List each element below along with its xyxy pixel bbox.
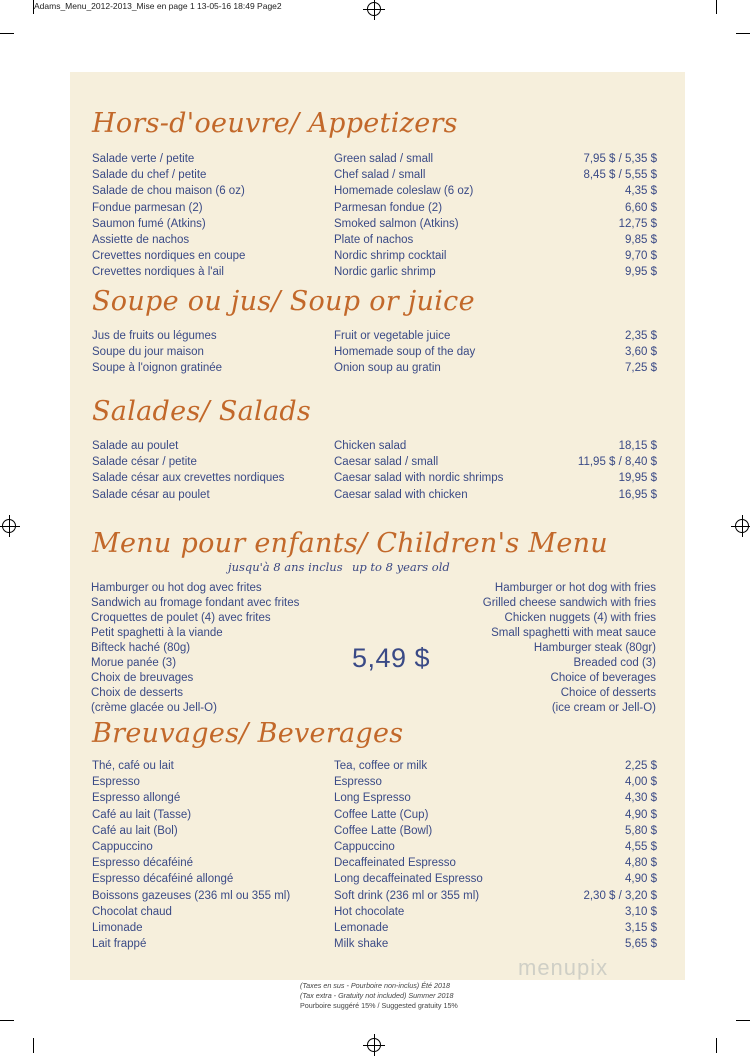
- menu-item-row: [92, 216, 657, 232]
- item-name-fr: Jus de fruits ou légumes: [92, 330, 217, 342]
- item-price: 9,85 $: [625, 234, 657, 246]
- kids-item-fr: Sandwich au fromage fondant avec frites: [91, 597, 300, 609]
- item-price: 19,95 $: [618, 472, 657, 485]
- registration-mark-icon: [2, 519, 16, 533]
- item-price: 9,95 $: [625, 266, 657, 279]
- kids-item-en: Hamburger steak (80gr): [533, 642, 656, 654]
- item-name-en: Long Espresso: [334, 792, 411, 805]
- item-price: 5,80 $: [625, 824, 657, 837]
- kids-item-en: (ice cream or Jell-O): [551, 702, 656, 714]
- item-name-fr: Espresso décaféiné: [92, 857, 194, 870]
- crop-mark: [736, 33, 750, 34]
- item-price: 11,95 $ / 8,40 $: [577, 456, 657, 469]
- item-name-en: Cappuccino: [334, 841, 395, 853]
- kids-item-en: Breaded cod (3): [573, 657, 656, 669]
- menu-item-row: [92, 344, 657, 360]
- item-name-en: Tea, coffee or milk: [334, 760, 428, 772]
- item-name-fr: Espresso: [92, 776, 140, 789]
- item-name-fr: Crevettes nordiques en coupe: [92, 250, 246, 263]
- kids-item-fr: Croquettes de poulet (4) avec frites: [91, 612, 271, 624]
- footer-taxes-fr: (Taxes en sus - Pourboire non-inclus) Été 2018: [300, 981, 450, 990]
- menu-item-row: [92, 487, 657, 503]
- kids-item-en: Grilled cheese sandwich with fries: [482, 597, 656, 609]
- item-price: 4,90 $: [625, 873, 657, 886]
- kids-item-fr: Bifteck haché (80g): [91, 642, 191, 654]
- item-price: 16,95 $: [618, 488, 657, 501]
- menu-item-row: [92, 360, 657, 376]
- item-price: 4,00 $: [625, 776, 657, 789]
- item-name-en: Chef salad / small: [334, 169, 426, 182]
- item-name-en: Smoked salmon (Atkins): [334, 217, 459, 230]
- item-price: 2,25 $: [625, 760, 657, 772]
- item-name-en: Caesar salad / small: [334, 456, 439, 469]
- kids-item-fr: Petit spaghetti à la viande: [91, 627, 223, 639]
- crop-mark: [0, 1020, 14, 1021]
- item-price: 7,25 $: [625, 362, 657, 375]
- item-name-fr: Soupe à l'oignon gratinée: [92, 362, 223, 375]
- footer-gratuity: Pourboire suggéré 15% / Suggested gratuity 15%: [300, 1001, 458, 1010]
- item-price: 3,10 $: [625, 905, 657, 918]
- item-name-fr: Salade du chef / petite: [92, 169, 207, 182]
- beverages-heading: Breuvages/ Beverages: [92, 718, 404, 749]
- item-name-fr: Cappuccino: [92, 841, 153, 853]
- kids-item-fr: Morue panée (3): [91, 657, 177, 669]
- item-name-en: Homemade soup of the day: [334, 346, 476, 359]
- menu-item-row: [92, 807, 657, 823]
- item-name-en: Homemade coleslaw (6 oz): [334, 185, 474, 198]
- item-price: 4,30 $: [625, 792, 657, 805]
- kids-item-fr: Choix de breuvages: [91, 672, 194, 684]
- item-price: 8,45 $ / 5,55 $: [583, 169, 657, 182]
- item-name-en: Hot chocolate: [334, 905, 405, 918]
- item-name-fr: Espresso décaféiné allongé: [92, 873, 234, 886]
- item-name-en: Coffee Latte (Bowl): [334, 824, 433, 837]
- item-name-en: Parmesan fondue (2): [334, 201, 443, 214]
- item-name-fr: Limonade: [92, 922, 143, 934]
- item-name-fr: Fondue parmesan (2): [92, 201, 203, 214]
- item-name-fr: Lait frappé: [92, 938, 147, 951]
- item-price: 4,35 $: [625, 185, 657, 198]
- kids-item-fr: (crème glacée ou Jell-O): [91, 702, 217, 714]
- kids-item-fr: Choix de desserts: [91, 687, 184, 699]
- menu-item-row: [92, 438, 657, 454]
- crop-mark: [33, 0, 34, 14]
- item-price: 3,60 $: [625, 346, 657, 359]
- item-price: 2,30 $ / 3,20 $: [583, 889, 657, 902]
- menu-item-row: [92, 920, 657, 936]
- print-slug-line: Adams_Menu_2012-2013_Mise en page 1 13-05-16 18:49 Page2: [34, 1, 282, 11]
- menu-item-row: [92, 758, 657, 774]
- kids-item-en: Hamburger or hot dog with fries: [494, 582, 656, 594]
- kids-age-en: up to 8 years old: [352, 560, 450, 574]
- item-name-fr: Saumon fumé (Atkins): [92, 217, 206, 230]
- kids-age-fr: jusqu'à 8 ans inclus: [228, 560, 343, 574]
- item-name-fr: Espresso allongé: [92, 792, 181, 805]
- item-name-en: Long decaffeinated Espresso: [334, 873, 483, 886]
- kids-item-fr: Hamburger ou hot dog avec frites: [91, 582, 262, 594]
- item-name-fr: Chocolat chaud: [92, 905, 172, 918]
- menu-item-row: [92, 774, 657, 790]
- registration-mark-icon: [367, 2, 381, 16]
- menupix-watermark: menupix: [518, 955, 609, 980]
- menu-item-row: [92, 151, 657, 167]
- item-price: 3,15 $: [625, 922, 657, 934]
- salads-heading: Salades/ Salads: [92, 396, 312, 427]
- item-name-en: Nordic shrimp cocktail: [334, 250, 447, 263]
- item-name-en: Fruit or vegetable juice: [334, 330, 451, 342]
- item-name-en: Milk shake: [334, 938, 389, 951]
- item-name-en: Espresso: [334, 776, 382, 789]
- item-name-fr: Salade césar / petite: [92, 456, 197, 469]
- menu-item-row: [92, 232, 657, 248]
- item-price: 5,65 $: [625, 938, 657, 951]
- kids-item-en: Choice of desserts: [560, 687, 656, 699]
- menu-item-row: [92, 248, 657, 264]
- item-name-en: Caesar salad with nordic shrimps: [334, 472, 504, 485]
- item-name-fr: Salade verte / petite: [92, 153, 195, 165]
- kids-menu-heading: Menu pour enfants/ Children's Menu: [92, 528, 608, 559]
- item-name-en: Onion soup au gratin: [334, 362, 441, 375]
- registration-mark-icon: [735, 519, 749, 533]
- item-name-en: Plate of nachos: [334, 234, 414, 246]
- menu-item-row: [92, 904, 657, 920]
- menu-item-row: [92, 823, 657, 839]
- crop-mark: [736, 1020, 750, 1021]
- menu-item-row: [92, 888, 657, 904]
- item-name-fr: Salade au poulet: [92, 440, 179, 452]
- menu-item-row: [92, 839, 657, 855]
- kids-menu-price: 5,49 $: [352, 643, 431, 673]
- item-price: 7,95 $ / 5,35 $: [583, 153, 657, 165]
- item-name-en: Decaffeinated Espresso: [334, 857, 456, 870]
- item-name-fr: Café au lait (Bol): [92, 824, 178, 837]
- item-name-fr: Thé, café ou lait: [92, 760, 174, 772]
- item-name-fr: Boissons gazeuses (236 ml ou 355 ml): [92, 889, 291, 902]
- menu-item-row: [92, 454, 657, 470]
- item-name-en: Caesar salad with chicken: [334, 488, 468, 501]
- kids-item-en: Small spaghetti with meat sauce: [491, 627, 656, 639]
- menu-item-row: [92, 200, 657, 216]
- item-name-en: Nordic garlic shrimp: [334, 266, 436, 279]
- crop-mark: [0, 33, 14, 34]
- registration-mark-icon: [367, 1038, 381, 1052]
- item-name-en: Chicken salad: [334, 440, 407, 452]
- item-name-en: Lemonade: [334, 922, 389, 934]
- menu-item-row: [92, 790, 657, 806]
- menu-item-row: [92, 167, 657, 183]
- item-name-en: Soft drink (236 ml or 355 ml): [334, 889, 480, 902]
- item-name-en: Coffee Latte (Cup): [334, 808, 429, 821]
- crop-mark: [33, 1038, 34, 1053]
- item-price: 4,55 $: [625, 841, 657, 853]
- menu-item-row: [92, 470, 657, 486]
- kids-item-en: Choice of beverages: [550, 672, 656, 684]
- item-price: 4,90 $: [625, 808, 657, 821]
- footer-taxes-en: (Tax extra - Gratuity not included) Summer 2018: [300, 991, 454, 1000]
- menu-item-row: [92, 871, 657, 887]
- soup-heading: Soupe ou jus/ Soup or juice: [92, 286, 475, 317]
- menu-item-row: [92, 936, 657, 952]
- item-name-fr: Salade césar au poulet: [92, 488, 210, 501]
- item-name-fr: Assiette de nachos: [92, 234, 190, 246]
- item-price: 4,80 $: [625, 857, 657, 870]
- item-price: 12,75 $: [618, 217, 657, 230]
- item-name-fr: Soupe du jour maison: [92, 346, 204, 359]
- item-name-fr: Salade césar aux crevettes nordiques: [92, 472, 285, 485]
- item-price: 18,15 $: [618, 440, 657, 452]
- appetizers-heading: Hors-d'oeuvre/ Appetizers: [92, 108, 458, 139]
- crop-mark: [716, 0, 717, 14]
- item-price: 2,35 $: [625, 330, 657, 342]
- menu-item-row: [92, 183, 657, 199]
- item-name-en: Green salad / small: [334, 153, 434, 165]
- item-price: 6,60 $: [625, 201, 657, 214]
- menu-item-row: [92, 328, 657, 344]
- menu-item-row: [92, 855, 657, 871]
- item-price: 9,70 $: [625, 250, 657, 263]
- item-name-fr: Café au lait (Tasse): [92, 808, 192, 821]
- crop-mark: [716, 1038, 717, 1053]
- menu-item-row: [92, 264, 657, 280]
- item-name-fr: Salade de chou maison (6 oz): [92, 185, 245, 198]
- kids-item-en: Chicken nuggets (4) with fries: [504, 612, 656, 624]
- item-name-fr: Crevettes nordiques à l'ail: [92, 266, 224, 279]
